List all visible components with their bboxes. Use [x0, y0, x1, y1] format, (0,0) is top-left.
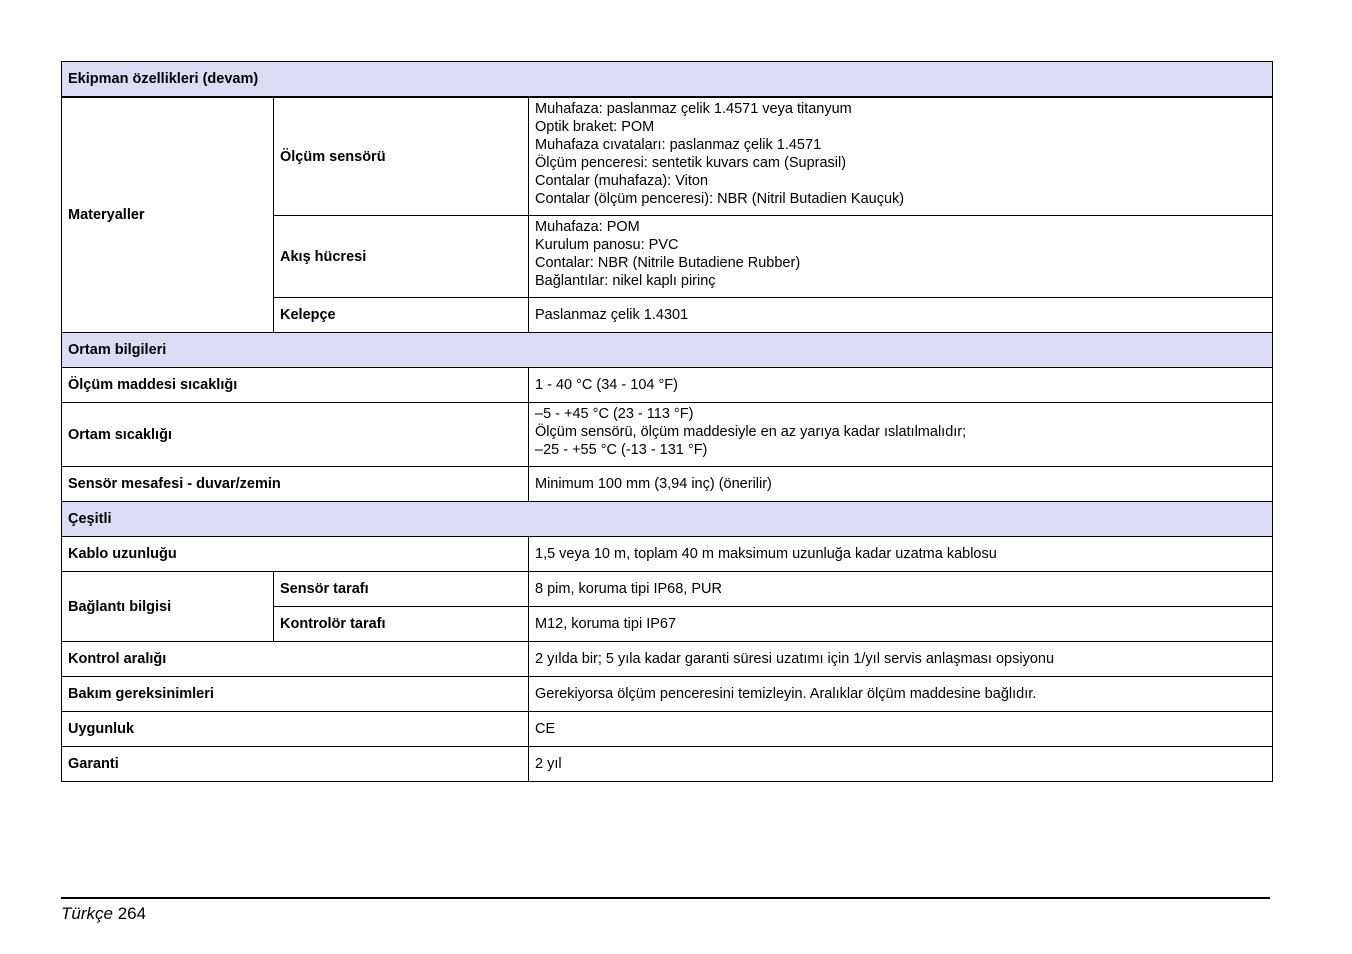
sensor-material-line: Ölçüm penceresi: sentetik kuvars cam (Suprasil): [535, 155, 847, 171]
flow-cell-label: Akış hücresi: [274, 216, 529, 298]
compliance-value: CE: [529, 712, 1273, 747]
table-row: [62, 403, 1273, 467]
table-row: [62, 572, 1273, 607]
sensor-material-line: Muhafaza: paslanmaz çelik 1.4571 veya titanyum: [535, 101, 852, 117]
table-row: [62, 368, 1273, 403]
connection-info-label: Bağlantı bilgisi: [62, 572, 274, 642]
compliance-label: Uygunluk: [62, 712, 529, 747]
sensor-distance-value: Minimum 100 mm (3,94 inç) (önerilir): [529, 467, 1273, 502]
section-row-environment: [62, 333, 1273, 368]
table-row: [62, 642, 1273, 677]
medium-temperature-label: Ölçüm maddesi sıcaklığı: [62, 368, 529, 403]
controller-side-label: Kontrolör tarafı: [274, 607, 529, 642]
table-header-row: [62, 62, 1273, 98]
ambient-temperature-line: Ölçüm sensörü, ölçüm maddesiyle en az yarıya kadar ıslatılmalıdır;: [535, 424, 967, 440]
maintenance-label: Bakım gereksinimleri: [62, 677, 529, 712]
warranty-value: 2 yıl: [529, 747, 1273, 782]
control-interval-label: Kontrol aralığı: [62, 642, 529, 677]
page-footer: [61, 904, 146, 924]
flow-cell-material-line: Bağlantılar: nikel kaplı pirinç: [535, 273, 716, 289]
sensor-distance-label: Sensör mesafesi - duvar/zemin: [62, 467, 529, 502]
cable-length-label: Kablo uzunluğu: [62, 537, 529, 572]
table-header: Ekipman özellikleri (devam): [62, 62, 1273, 98]
sensor-side-value: 8 pim, koruma tipi IP68, PUR: [529, 572, 1273, 607]
section-title-misc: Çeşitli: [62, 502, 1273, 537]
table-row: [62, 467, 1273, 502]
flow-cell-material-line: Kurulum panosu: PVC: [535, 237, 679, 253]
table-row: [62, 712, 1273, 747]
flow-cell-material-line: Muhafaza: POM: [535, 219, 640, 235]
ambient-temperature-line: –25 - +55 °C (-13 - 131 °F): [535, 442, 708, 458]
table-row: [62, 677, 1273, 712]
warranty-label: Garanti: [62, 747, 529, 782]
ambient-temperature-value: [529, 403, 1273, 467]
footer-divider: [61, 897, 1270, 899]
table-row: [62, 97, 1273, 216]
equipment-specifications-table: [61, 61, 1273, 782]
sensor-material-line: Contalar (ölçüm penceresi): NBR (Nitril Butadien Kauçuk): [535, 191, 905, 207]
flow-cell-material-line: Contalar: NBR (Nitrile Butadiene Rubber): [535, 255, 801, 271]
page-number: 264: [117, 904, 147, 923]
flow-cell-value: [529, 216, 1273, 298]
materials-label: Materyaller: [62, 97, 274, 333]
measurement-sensor-value: [529, 97, 1273, 216]
sensor-side-label: Sensör tarafı: [274, 572, 529, 607]
measurement-sensor-label: Ölçüm sensörü: [274, 97, 529, 216]
cable-length-value: 1,5 veya 10 m, toplam 40 m maksimum uzunluğa kadar uzatma kablosu: [529, 537, 1273, 572]
ambient-temperature-line: –5 - +45 °C (23 - 113 °F): [535, 406, 694, 422]
controller-side-value: M12, koruma tipi IP67: [529, 607, 1273, 642]
clamp-label: Kelepçe: [274, 298, 529, 333]
section-row-misc: [62, 502, 1273, 537]
table-row: [62, 537, 1273, 572]
table-row: [62, 747, 1273, 782]
clamp-value: Paslanmaz çelik 1.4301: [529, 298, 1273, 333]
sensor-material-line: Contalar (muhafaza): Viton: [535, 173, 709, 189]
section-title-environment: Ortam bilgileri: [62, 333, 1273, 368]
sensor-material-line: Muhafaza cıvataları: paslanmaz çelik 1.4571: [535, 137, 822, 153]
footer-language: Türkçe: [61, 904, 113, 923]
ambient-temperature-label: Ortam sıcaklığı: [62, 403, 529, 467]
control-interval-value: 2 yılda bir; 5 yıla kadar garanti süresi uzatımı için 1/yıl servis anlaşması opsiyonu: [529, 642, 1273, 677]
medium-temperature-value: 1 - 40 °C (34 - 104 °F): [529, 368, 1273, 403]
sensor-material-line: Optik braket: POM: [535, 119, 655, 135]
maintenance-value: Gerekiyorsa ölçüm penceresini temizleyin. Aralıklar ölçüm maddesine bağlıdır.: [529, 677, 1273, 712]
